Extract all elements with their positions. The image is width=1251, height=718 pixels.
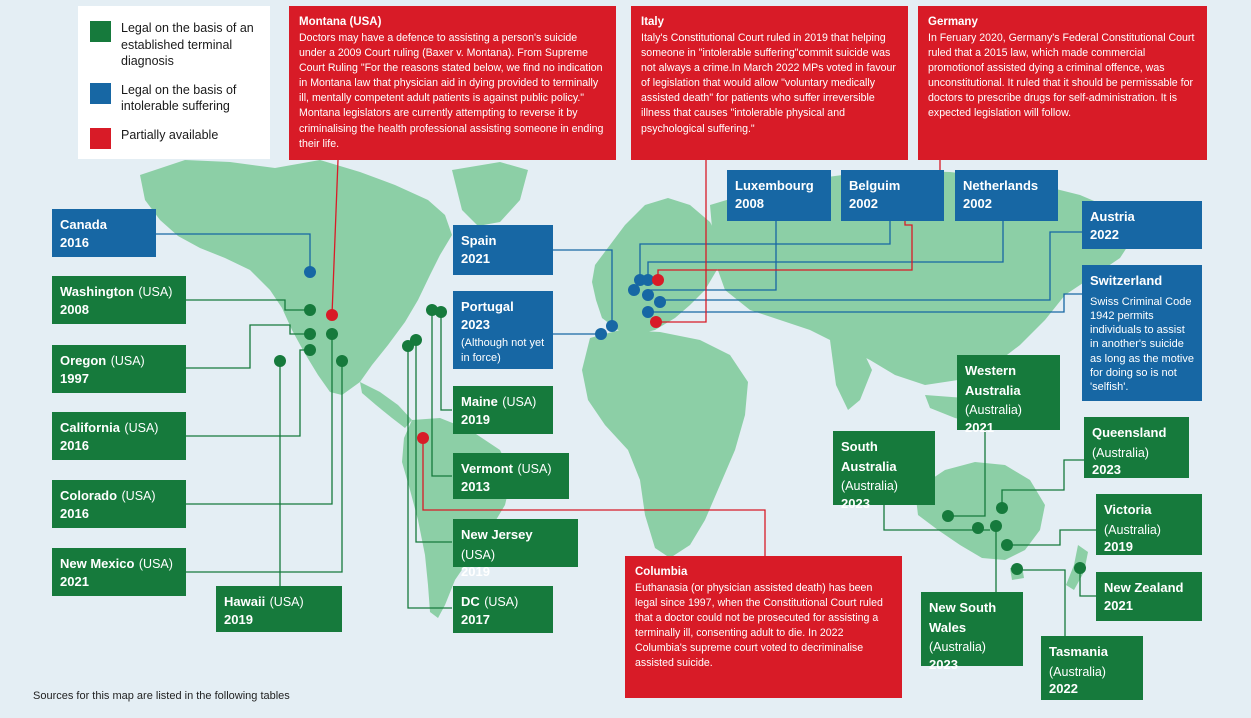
region-name: Washington (60, 284, 134, 299)
montana-dot (326, 309, 338, 321)
region-sub: (Australia) (1049, 664, 1106, 679)
region-sub: (USA) (138, 285, 173, 299)
region-note: (Although not yet in force) (461, 337, 545, 364)
legend (78, 6, 270, 159)
columbia-note-title: Columbia (635, 566, 688, 578)
legend-label: Partially available (121, 127, 219, 142)
oregon-dot (304, 328, 316, 340)
region-name: Queensland (1092, 425, 1167, 440)
canada-dot (304, 266, 316, 278)
italy-note (631, 6, 908, 160)
dc-box (453, 586, 553, 633)
victoria-box (1096, 494, 1202, 555)
netherlands-box (955, 170, 1058, 221)
canada-box (52, 209, 156, 257)
region-sub: (USA) (110, 354, 145, 368)
region-year: 2019 (1104, 539, 1133, 555)
germany-dot (652, 274, 664, 286)
region-name: Vermont (461, 461, 514, 476)
maine-dot (435, 306, 447, 318)
region-year: 2016 (60, 437, 89, 453)
legend-item-partial (90, 127, 258, 149)
region-sub: (USA) (517, 462, 552, 476)
washington-dot (304, 304, 316, 316)
region-name: DC (461, 594, 480, 609)
luxembourg-dot (628, 284, 640, 296)
region-name: Switzerland (1090, 273, 1163, 288)
region-year: 2019 (461, 411, 490, 427)
sources-note: Sources for this map are listed in the following tables (33, 690, 290, 702)
region-sub: (USA) (124, 421, 159, 435)
region-year: 2013 (461, 478, 490, 494)
maine-box (453, 386, 553, 434)
belgium-box (841, 170, 944, 221)
region-name: Portugal (461, 299, 514, 314)
california-box (52, 412, 186, 460)
region-note: Swiss Criminal Code 1942 permits individuals to assist in another's suicide as long as the motive for doing so is not 'selfish'. (1090, 295, 1194, 394)
new-zealand-dot (1074, 562, 1086, 574)
tasmania-box (1041, 636, 1143, 700)
legend-swatch-red (90, 128, 111, 149)
region-sub: (Australia) (929, 640, 986, 655)
switzerland-dot (642, 306, 654, 318)
germany-note-title: Germany (928, 16, 978, 28)
western-australia-dot (942, 510, 954, 522)
region-year: 2021 (1104, 597, 1133, 613)
region-name: New Jersey (461, 527, 533, 542)
region-name: Maine (461, 394, 498, 409)
maine-connector (441, 312, 452, 410)
legend-label: Legal on the basis of intolerable suffering (121, 82, 237, 113)
region-name: California (60, 420, 120, 435)
new-south-wales-dot (990, 520, 1002, 532)
region-name: Victoria (1104, 502, 1152, 517)
region-name: New Mexico (60, 556, 135, 571)
region-year: 2021 (461, 250, 490, 266)
region-name: Tasmania (1049, 644, 1109, 659)
germany-note-text: In Feruary 2020, Germany's Federal Constitutional Court ruled that a 2015 law, which made commercial promotionof assisted dying a criminal offence, was unconstitutional. It ruled that it should be permissable for doctors to prescribe drugs for self-administration. It is expected legislation will follow. (928, 32, 1195, 120)
region-year: 2021 (965, 419, 994, 435)
region-year: 2023 (461, 316, 490, 332)
region-name: Western Australia (965, 363, 1021, 398)
region-year: 2002 (849, 195, 878, 211)
region-sub: (Australia) (1104, 522, 1161, 537)
dc-dot (402, 340, 414, 352)
region-name: New South Wales (929, 600, 997, 635)
austria-dot (654, 296, 666, 308)
spain-box (453, 225, 553, 275)
california-connector (186, 350, 310, 436)
tasmania-dot (1011, 563, 1023, 575)
region-name: Colorado (60, 488, 118, 503)
new-mexico-box (52, 548, 186, 596)
central-america-landmass (360, 382, 412, 428)
luxembourg-dot-2 (642, 289, 654, 301)
legend-item-terminal (90, 20, 258, 70)
region-sub: (USA) (269, 595, 304, 609)
california-dot (304, 344, 316, 356)
africa-landmass (582, 330, 748, 558)
region-year: 2008 (735, 195, 764, 211)
region-sub: (USA) (461, 547, 496, 562)
region-sub: (Australia) (1092, 445, 1149, 460)
region-year: 1997 (60, 370, 89, 386)
south-australia-box (833, 431, 935, 511)
germany-note (918, 6, 1207, 160)
region-name: Belguim (849, 178, 901, 193)
region-sub: (USA) (121, 489, 156, 503)
new-zealand-box (1096, 572, 1202, 621)
montana-note (289, 6, 616, 160)
columbia-note (625, 556, 902, 698)
region-year: 2023 (929, 656, 958, 672)
legend-swatch-blue (90, 83, 111, 104)
italy-note-title: Italy (641, 16, 665, 28)
columbia-dot (417, 432, 429, 444)
new-mexico-dot (336, 355, 348, 367)
region-name: Oregon (60, 353, 107, 368)
region-name: Canada (60, 217, 107, 232)
victoria-dot (1001, 539, 1013, 551)
region-year: 2019 (461, 564, 490, 580)
region-year: 2021 (60, 573, 89, 589)
region-sub: (USA) (484, 595, 519, 609)
legend-swatch-green (90, 21, 111, 42)
region-year: 2016 (60, 505, 89, 521)
legend-item-suffering (90, 82, 258, 115)
region-year: 2016 (60, 234, 89, 250)
region-name: South Australia (841, 439, 897, 474)
region-name: Austria (1090, 209, 1135, 224)
colorado-box (52, 480, 186, 528)
hawaii-dot (274, 355, 286, 367)
region-name: New Zealand (1104, 580, 1184, 595)
oregon-box (52, 345, 186, 393)
montana-note-text: Doctors may have a defence to assisting a person's suicide under a 2009 Court ruling (Baxer v. Montana). From Supreme Court Ruling "For the reasons stated below, we find no indication in Montana law that physician aid in dying provided to terminally ill, mentally competent adult patients is against public policy." Montana legislators are currently attempting to reverse it by criminalising the health professional assisting someone in ending their life. (299, 32, 604, 150)
new-mexico-connector (186, 361, 342, 572)
luxembourg-box (727, 170, 831, 221)
region-sub: (Australia) (841, 479, 898, 494)
oregon-connector (186, 325, 310, 368)
region-sub: (USA) (138, 557, 173, 571)
legend-label: Legal on the basis of an established terminal diagnosis (121, 21, 254, 68)
columbia-note-text: Euthanasia (or physician assisted death) has been legal since 1997, when the Constitutional Court ruled that a doctor could not be prosecuted for assisting a terminally ill, consenting adult to die. In 2022 Columbia's supreme court voted to decriminalise assisted suicide. (635, 582, 883, 670)
portugal-box (453, 291, 553, 369)
south-australia-dot (972, 522, 984, 534)
vermont-box (453, 453, 569, 499)
italy-dot (650, 316, 662, 328)
portugal-dot (595, 328, 607, 340)
new-jersey-box (453, 519, 578, 580)
italy-note-text: Italy's Constitutional Court ruled in 2019 that helping someone in "intolerable suffering"commit suicide was not always a crime.In March 2022 MPs voted in favour of legislation that would allow "voluntary medically assisted death" for patients who suffer irreversible illness that causes "intolerable physical and psychological suffering." (641, 32, 896, 135)
washington-box (52, 276, 186, 324)
greenland-landmass (452, 162, 528, 226)
region-year: 2023 (1092, 462, 1121, 478)
region-sub: (USA) (502, 395, 537, 409)
queensland-dot (996, 502, 1008, 514)
queensland-box (1084, 417, 1189, 478)
hawaii-box (216, 586, 342, 632)
spain-dot (606, 320, 618, 332)
montana-note-title: Montana (USA) (299, 16, 382, 28)
region-name: Spain (461, 233, 497, 248)
switzerland-box (1082, 265, 1202, 401)
tasmania-connector (1017, 570, 1065, 636)
region-year: 2022 (1049, 681, 1078, 697)
region-year: 2023 (841, 495, 870, 511)
colorado-dot (326, 328, 338, 340)
region-sub: (Australia) (965, 403, 1022, 418)
region-name: Hawaii (224, 594, 266, 609)
region-year: 2017 (461, 611, 490, 627)
region-year: 2022 (1090, 226, 1119, 242)
new-south-wales-box (921, 592, 1023, 672)
region-year: 2019 (224, 611, 253, 627)
region-year: 2002 (963, 195, 992, 211)
region-name: Luxembourg (735, 178, 814, 193)
austria-box (1082, 201, 1202, 249)
western-australia-box (957, 355, 1060, 435)
region-name: Netherlands (963, 178, 1039, 193)
north-america-landmass (140, 160, 452, 395)
region-year: 2008 (60, 301, 89, 317)
